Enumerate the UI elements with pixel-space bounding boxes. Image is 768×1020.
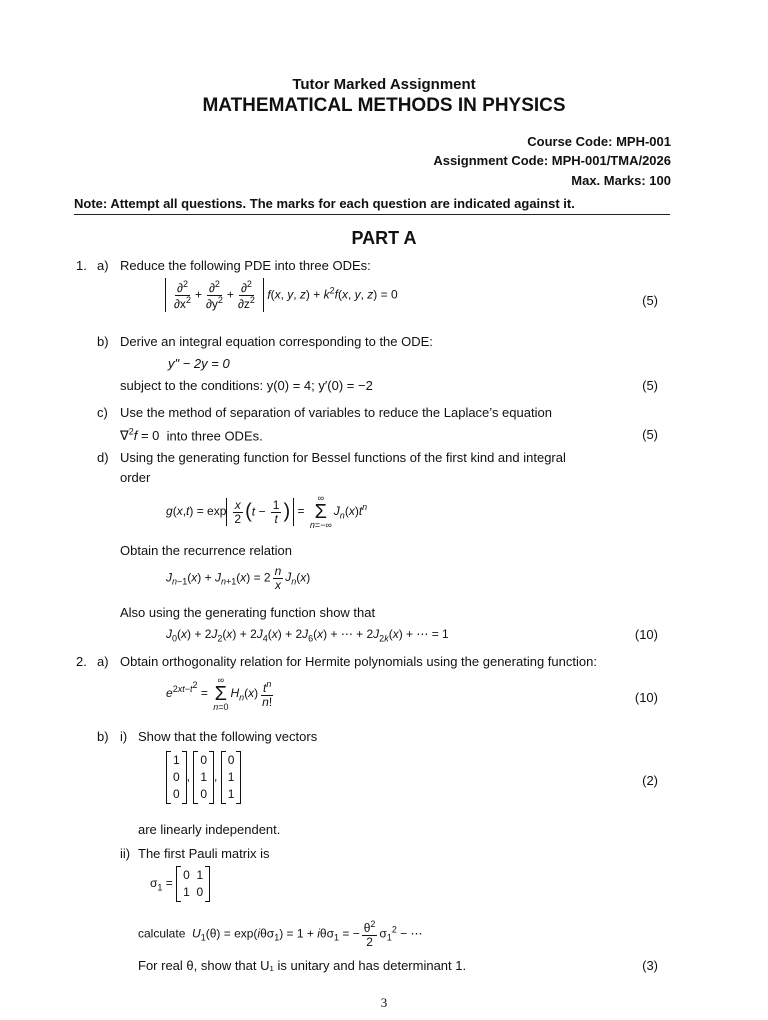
q1d-text-line3: Obtain the recurrence relation: [120, 543, 292, 558]
vector-3: 0 1 1: [221, 751, 242, 804]
vector-1: 1 0 0: [166, 751, 187, 804]
q2bii-label: ii): [120, 846, 131, 861]
page-title: MATHEMATICAL METHODS IN PHYSICS: [202, 95, 566, 116]
question-number-2: 2.: [76, 654, 87, 669]
q2bii-last-line: For real θ, show that U₁ is unitary and has determinant 1.: [138, 958, 467, 973]
q2bi-text2: are linearly independent.: [138, 822, 281, 837]
page-number: 3: [380, 995, 388, 1010]
instructions-note: Note: Attempt all questions. The marks for each question are indicated against it.: [74, 196, 575, 211]
course-code: Course Code: MPH-001: [527, 134, 671, 149]
q1d-marks: (10): [634, 627, 658, 642]
part-heading: PART A: [351, 228, 417, 248]
bessel-sum-identity: $J_0(x) + 2J_2(x) + 2J_4(x) + 2J_6(x)$ + ⋯ + $2J_{2k}(x)$ + ⋯ = 1: [166, 627, 449, 644]
q1d-text-line1: Using the generating function for Bessel functions of the first kind and integral: [120, 450, 566, 465]
max-marks: Max. Marks: 100: [571, 173, 671, 188]
q1a-marks: (5): [642, 293, 658, 308]
q2bii-calculation: calculate $U_1(\theta) = \exp(i\theta\sigma_1) = 1 + i\theta\sigma_1$ = − $\frac{\theta^2}{2}$ $\sigma_1^2$ − ⋯: [138, 919, 423, 949]
question-number-1: 1.: [76, 258, 87, 273]
q2bii-marks: (3): [642, 958, 658, 973]
q1a-pde-equation: $\frac{\partial^2}{\partial x^2}$ + $\frac{\partial^2}{\partial y^2}$ + $\frac{\partial^2}{\partial z^2}$ f(x, y, $z) + k^2f(x$, y, z) = 0: [165, 278, 398, 312]
assignment-subtitle: Tutor Marked Assignment: [292, 76, 476, 93]
q2a-marks: (10): [634, 690, 658, 705]
q2bi-label: i): [120, 729, 128, 744]
q2b-label: b): [97, 729, 109, 744]
pauli-matrix: $\sigma_1$ = 0 1 1 0: [150, 866, 210, 902]
q1d-label: d): [97, 450, 109, 465]
q1d-text-line4: Also using the generating function show that: [120, 605, 376, 620]
q2a-text: Obtain orthogonality relation for Hermite polynomials using the generating function:: [120, 654, 597, 669]
q1b-ode: y" − 2y = 0: [168, 356, 230, 371]
q1b-text: Derive an integral equation corresponding to the ODE:: [120, 334, 433, 349]
vector-set: 1 0 0 , 0 1 0 , 0 1 1: [166, 751, 241, 804]
q2bi-text: Show that the following vectors: [138, 729, 318, 744]
q2bii-text: The first Pauli matrix is: [138, 846, 270, 861]
assignment-code: Assignment Code: MPH-001/TMA/2026: [433, 153, 671, 168]
q1c-text-line1: Use the method of separation of variables to reduce the Laplace’s equation: [120, 405, 552, 420]
bessel-recurrence-relation: $J_{n-1}(x) + J_{n+1}(x) = 2$ $\frac{n}{x}$ $J_n(x)$: [166, 564, 311, 592]
vector-2: 0 1 0: [193, 751, 214, 804]
q1b-conditions: subject to the conditions: y(0) = 4; y′(0) = −2: [120, 378, 373, 393]
q1c-laplace-line: ∇$^2$f = 0 into three ODEs.: [120, 427, 263, 444]
hermite-generating-function: $e^{2xt-t^2}$ = ∞ Σ n=0 $H_n(x)$ $\frac{t^n}{n!}$: [166, 675, 273, 712]
q2bi-marks: (2): [642, 773, 658, 788]
q1c-label: c): [97, 405, 108, 420]
q1b-label: b): [97, 334, 109, 349]
q1d-text-line2: order: [120, 470, 151, 485]
q1a-text: Reduce the following PDE into three ODEs:: [120, 258, 371, 273]
divider-line: [74, 214, 670, 215]
q1c-text-line2: into three ODEs.: [166, 428, 263, 444]
calculate-label: calculate: [138, 926, 186, 941]
q2a-label: a): [97, 654, 109, 669]
bessel-generating-function: g(x,t) = exp $\frac{x}{2}$ (t − $\frac{1}{t}$ ) = ∞ Σ n=−∞ $J_n(x)t^n$: [166, 493, 368, 530]
q1b-marks: (5): [642, 378, 658, 393]
q1c-marks: (5): [642, 427, 658, 442]
q1a-label: a): [97, 258, 109, 273]
